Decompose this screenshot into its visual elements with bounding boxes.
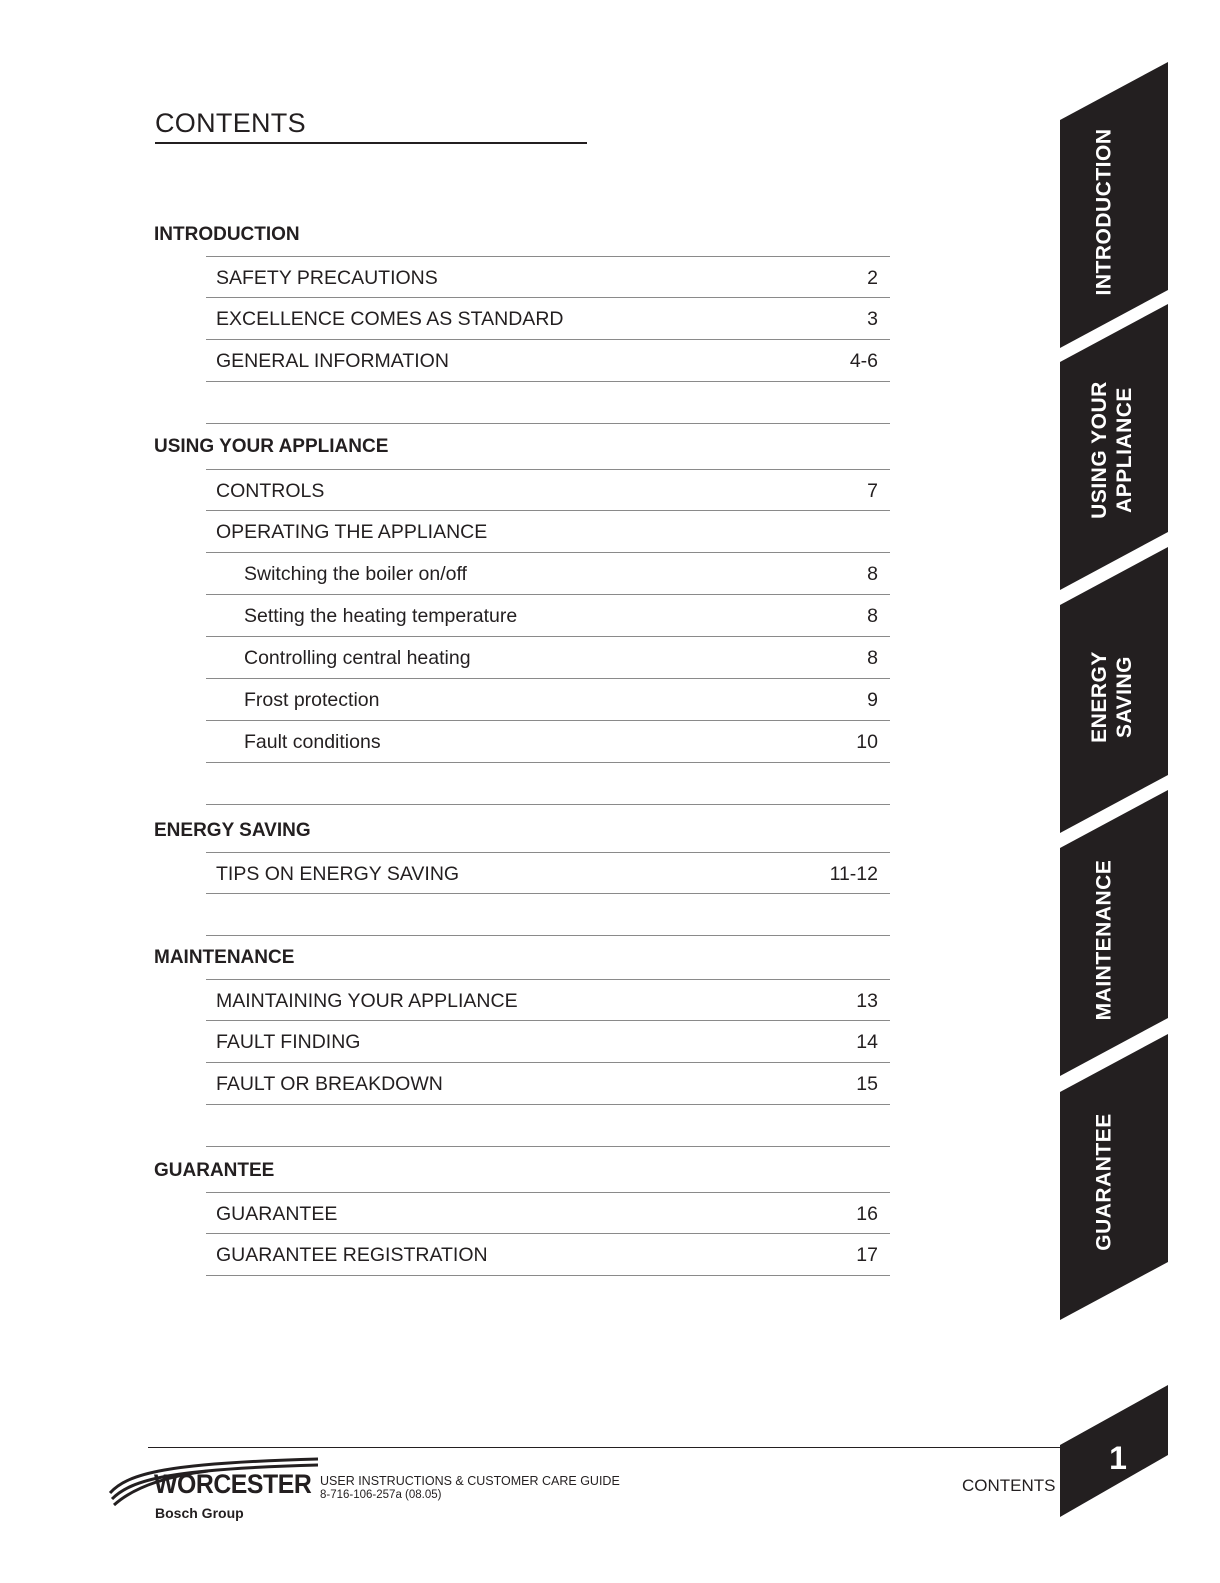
toc-entry-label: GUARANTEE bbox=[216, 1203, 338, 1225]
toc-entry-label: SAFETY PRECAUTIONS bbox=[216, 267, 438, 289]
tab-introduction[interactable] bbox=[1092, 129, 1117, 296]
tab-label-line: GUARANTEE bbox=[1092, 1113, 1116, 1251]
toc-entry[interactable] bbox=[206, 298, 890, 340]
tab-using-your-appliance[interactable] bbox=[1087, 381, 1137, 519]
page-number: 1 bbox=[1109, 1440, 1127, 1476]
toc-entry[interactable] bbox=[206, 1021, 890, 1063]
toc-section-heading-introduction: INTRODUCTION bbox=[154, 224, 300, 245]
toc-entry-page: 3 bbox=[867, 308, 878, 330]
toc-spacer-row bbox=[206, 382, 890, 424]
toc-section-heading-maintenance: MAINTENANCE bbox=[154, 947, 295, 968]
tab-label-line: INTRODUCTION bbox=[1092, 128, 1116, 296]
toc-subentry[interactable] bbox=[206, 637, 890, 679]
tab-maintenance[interactable] bbox=[1092, 860, 1117, 1021]
toc-entry-label: Switching the boiler on/off bbox=[244, 563, 467, 585]
toc-entry-label: Fault conditions bbox=[244, 731, 381, 753]
tab-guarantee[interactable] bbox=[1092, 1113, 1117, 1251]
toc-entry[interactable] bbox=[206, 340, 890, 382]
footer-rule bbox=[148, 1447, 1068, 1448]
toc-entry-page: 9 bbox=[867, 689, 878, 711]
toc-entry-page: 14 bbox=[856, 1031, 878, 1053]
toc-entry-label: GENERAL INFORMATION bbox=[216, 350, 449, 372]
tab-label-line: SAVING bbox=[1113, 656, 1136, 738]
toc-entry[interactable] bbox=[206, 511, 890, 553]
side-tabs-shapes bbox=[1060, 0, 1220, 1583]
toc-entry[interactable] bbox=[206, 852, 890, 894]
toc-entry-page: 8 bbox=[867, 605, 878, 627]
toc-subentry[interactable] bbox=[206, 553, 890, 595]
toc-entry-label: Frost protection bbox=[244, 689, 380, 711]
toc-entry-page: 15 bbox=[856, 1073, 878, 1095]
toc-entry-label: FAULT OR BREAKDOWN bbox=[216, 1073, 443, 1095]
toc-entry-label: MAINTAINING YOUR APPLIANCE bbox=[216, 990, 518, 1012]
toc-entry-page: 13 bbox=[856, 990, 878, 1012]
toc-entry[interactable] bbox=[206, 979, 890, 1021]
toc-entry-label: TIPS ON ENERGY SAVING bbox=[216, 863, 460, 885]
document-code: 8-716-106-257a (08.05) bbox=[320, 1489, 442, 1501]
toc-entry-page: 2 bbox=[867, 267, 878, 289]
toc-entry-page: 16 bbox=[856, 1203, 878, 1225]
toc-spacer-row bbox=[206, 1105, 890, 1147]
toc-entry-page: 7 bbox=[867, 480, 878, 502]
page-title: CONTENTS bbox=[155, 106, 587, 144]
toc-entry[interactable] bbox=[206, 256, 890, 298]
toc-entry-label: EXCELLENCE COMES AS STANDARD bbox=[216, 308, 564, 330]
side-tabs bbox=[1060, 0, 1220, 1583]
toc-entry-label: Setting the heating temperature bbox=[244, 605, 518, 627]
toc-entry-page: 11-12 bbox=[829, 863, 878, 885]
brand-subtitle: Bosch Group bbox=[155, 1505, 244, 1521]
toc-subentry[interactable] bbox=[206, 721, 890, 763]
toc-entry-label: GUARANTEE REGISTRATION bbox=[216, 1244, 488, 1266]
toc-entry-page: 8 bbox=[867, 563, 878, 585]
toc-entry-label: OPERATING THE APPLIANCE bbox=[216, 521, 488, 543]
toc-entry-page: 8 bbox=[867, 647, 878, 669]
toc-entry[interactable] bbox=[206, 1063, 890, 1105]
toc-entry[interactable] bbox=[206, 1192, 890, 1234]
toc-spacer-row bbox=[206, 763, 890, 805]
tab-label-line: APPLIANCE bbox=[1113, 387, 1136, 513]
toc-subentry[interactable] bbox=[206, 679, 890, 721]
toc-entry[interactable] bbox=[206, 469, 890, 511]
toc-section-heading-guarantee: GUARANTEE bbox=[154, 1160, 275, 1181]
tab-label-line: USING YOUR bbox=[1088, 381, 1111, 519]
toc-entry-page: 10 bbox=[856, 731, 878, 753]
toc-section-heading-using-your-appliance: USING YOUR APPLIANCE bbox=[154, 436, 389, 457]
toc-entry-label: Controlling central heating bbox=[244, 647, 471, 669]
toc-section-heading-energy-saving: ENERGY SAVING bbox=[154, 820, 311, 841]
toc-subentry[interactable] bbox=[206, 595, 890, 637]
toc-spacer-row bbox=[206, 894, 890, 936]
toc-entry-page: 17 bbox=[856, 1244, 878, 1266]
toc-entry-label: CONTROLS bbox=[216, 480, 325, 502]
brand-logo: WORCESTER bbox=[154, 1469, 312, 1499]
document-title: USER INSTRUCTIONS & CUSTOMER CARE GUIDE bbox=[320, 1474, 620, 1488]
tab-label-line: ENERGY bbox=[1088, 651, 1111, 743]
toc-entry[interactable] bbox=[206, 1234, 890, 1276]
toc-entry-page: 4-6 bbox=[849, 350, 878, 372]
tab-energy-saving[interactable] bbox=[1087, 651, 1137, 743]
tab-label-line: MAINTENANCE bbox=[1092, 859, 1116, 1021]
footer-section-name: CONTENTS bbox=[962, 1476, 1056, 1495]
toc-entry-label: FAULT FINDING bbox=[216, 1031, 361, 1053]
